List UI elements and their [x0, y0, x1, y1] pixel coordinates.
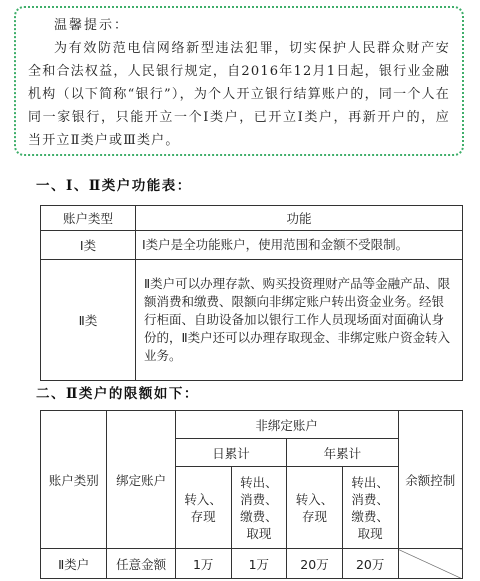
section2-heading: 二、Ⅱ类户的限额如下：	[36, 386, 199, 402]
row-desc: Ⅰ类户是全功能账户，使用范围和金额不受限制。	[136, 231, 463, 260]
row-type: Ⅱ类	[41, 260, 136, 381]
limit-table	[40, 410, 463, 579]
row-balance-empty	[398, 549, 462, 579]
header-yearly-out: 转出、 消费、 缴费、 取现	[342, 467, 398, 549]
table-row	[41, 260, 463, 381]
notice-box	[14, 6, 464, 156]
row-category: Ⅱ类户	[41, 549, 107, 579]
table-row	[41, 231, 463, 260]
header-yearly-in: 转入、 存现	[287, 467, 343, 549]
header-category: 账户类别	[41, 411, 107, 549]
section1-heading: 一、Ⅰ、Ⅱ类户功能表：	[36, 178, 192, 194]
header-balance: 余额控制	[398, 411, 462, 549]
header-unbound: 非绑定账户	[175, 411, 398, 439]
notice-body: 为有效防范电信网络新型违法犯罪，切实保护人民群众财产安全和合法权益，人民银行规定，自2016年12月1日起，银行业金融机构（以下简称“银行”），为个人开立银行结算账户的，同一个人在同一家银行，只能开立一个Ⅰ类户，已开立Ⅰ类户，再新开户的，应当开立Ⅱ类户或Ⅲ类户。	[28, 41, 450, 148]
header-function: 功能	[136, 206, 463, 231]
header-account-type: 账户类型	[41, 206, 136, 231]
notice-title: 温馨提示：	[54, 18, 130, 33]
row-daily-in: 1万	[175, 549, 231, 579]
header-daily-in: 转入、 存现	[175, 467, 231, 549]
row-yearly-in: 20万	[287, 549, 343, 579]
header-daily: 日累计	[175, 439, 286, 467]
function-table-header	[41, 206, 463, 231]
header-yearly: 年累计	[287, 439, 398, 467]
row-daily-out: 1万	[231, 549, 287, 579]
table-row	[41, 549, 463, 579]
header-bound: 绑定账户	[107, 411, 175, 549]
row-bound: 任意金额	[107, 549, 175, 579]
row-desc: Ⅱ类户可以办理存款、购买投资理财产品等金融产品、限额消费和缴费、限额向非绑定账户转出资金业务。经银行柜面、自助设备加以银行工作人员现场面对面确认身份的，Ⅱ类户还可以办理存取现金、非绑定账户资金转入业务。	[136, 260, 463, 381]
function-table	[40, 205, 463, 381]
row-type: Ⅰ类	[41, 231, 136, 260]
row-yearly-out: 20万	[342, 549, 398, 579]
header-daily-out: 转出、 消费、 缴费、 取现	[231, 467, 287, 549]
